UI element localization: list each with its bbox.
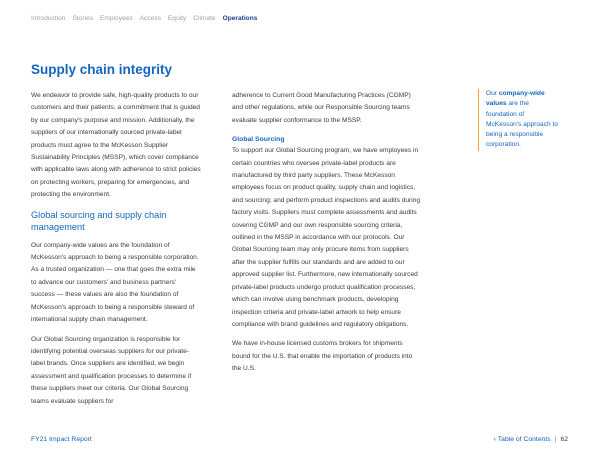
section-nav — [31, 15, 257, 22]
global-sourcing-paragraph: To support our Global Sourcing program, we have employees in certain countries who oversee private-label products are manufactured by third party suppliers. These McKesson employees focus on product quality, supply chain and logistics, and sourcing; and perform product inspections and audits during factory visits. Suppliers must complete assessments and audits covering CGMP and our own responsible sourcing criteria, outlined in the MSSP in accordance with our protocols. Our Global Sourcing team may only procure items from suppliers after the supplier fulfills our standards and are added to our approved supplier list. Furthermore, new internationally sourced private-label products undergo product qualification processes, which can involve using benchmark products, developing inspection criteria and private-label artwork to help ensure compliance with brand guidelines and regulatory obligations. — [232, 147, 421, 328]
column-middle — [232, 90, 422, 383]
nav-item-access[interactable]: Access — [139, 15, 161, 22]
footer-report-title: FY21 Impact Report — [31, 436, 92, 443]
nav-item-employees[interactable]: Employees — [100, 15, 133, 22]
callout-quote — [478, 89, 558, 151]
values-paragraph: Our company-wide values are the foundation of McKesson's approach to being a responsible corporation. As a trusted organization — one that goes the extra mile to advance our customers' and business partners' success — these values are also the foundation of McKesson's approach to being a responsible steward of international supply chain management. — [31, 241, 199, 324]
page-number: 62 — [560, 436, 568, 443]
customs-paragraph: We have in-house licensed customs brokers for shipments bound for the U.S. that enable the importation of products into the U.S. — [232, 340, 413, 373]
subheading-global-sourcing: Global Sourcing — [232, 136, 285, 144]
footer-nav — [494, 436, 568, 443]
section-heading-global-sourcing: Global sourcing and supply chain management — [31, 209, 167, 232]
nav-item-stories[interactable]: Stories — [72, 15, 93, 22]
page-title: Supply chain integrity — [31, 62, 173, 77]
sourcing-org-paragraph: Our Global Sourcing organization is responsible for identifying potential overseas suppliers for our private-label brands. Once suppliers are identified, we begin assessment and qualification processes to determine if these suppliers meet our criteria. Our Global Sourcing teams evaluate suppliers for — [31, 335, 192, 405]
callout-lead: Our — [486, 90, 499, 97]
callout-bold: company-wide values — [486, 90, 545, 108]
column-left — [31, 90, 201, 415]
nav-item-equity[interactable]: Equity — [167, 15, 187, 22]
footer-separator: | — [554, 436, 557, 443]
intro-paragraph: We endeavor to provide safe, high-quality products to our customers and their patients; a commitment that is guided by our company's purpose and mission. Additionally, the suppliers of our internationally sourced private-label products must agree to the McKesson Supplier Sustainability Principles (MSSP), which cover compliance with applicable laws along with adherence to strict policies on protecting workers, preparing for emergencies, and protecting the environment. — [31, 92, 201, 199]
cgmp-paragraph: adherence to Current Good Manufacturing Practices (CGMP) and other regulations, while our Responsible Sourcing teams evaluate supplier conformance to the MSSP. — [232, 92, 411, 124]
nav-item-climate[interactable]: Climate — [193, 15, 216, 22]
callout-rest: are the foundation of McKesson's approach to being a responsible corporation. — [486, 100, 558, 149]
nav-item-introduction[interactable]: Introduction — [31, 15, 66, 22]
nav-item-operations[interactable]: Operations — [222, 15, 258, 22]
table-of-contents-link[interactable]: ‹ Table of Contents — [493, 436, 551, 443]
